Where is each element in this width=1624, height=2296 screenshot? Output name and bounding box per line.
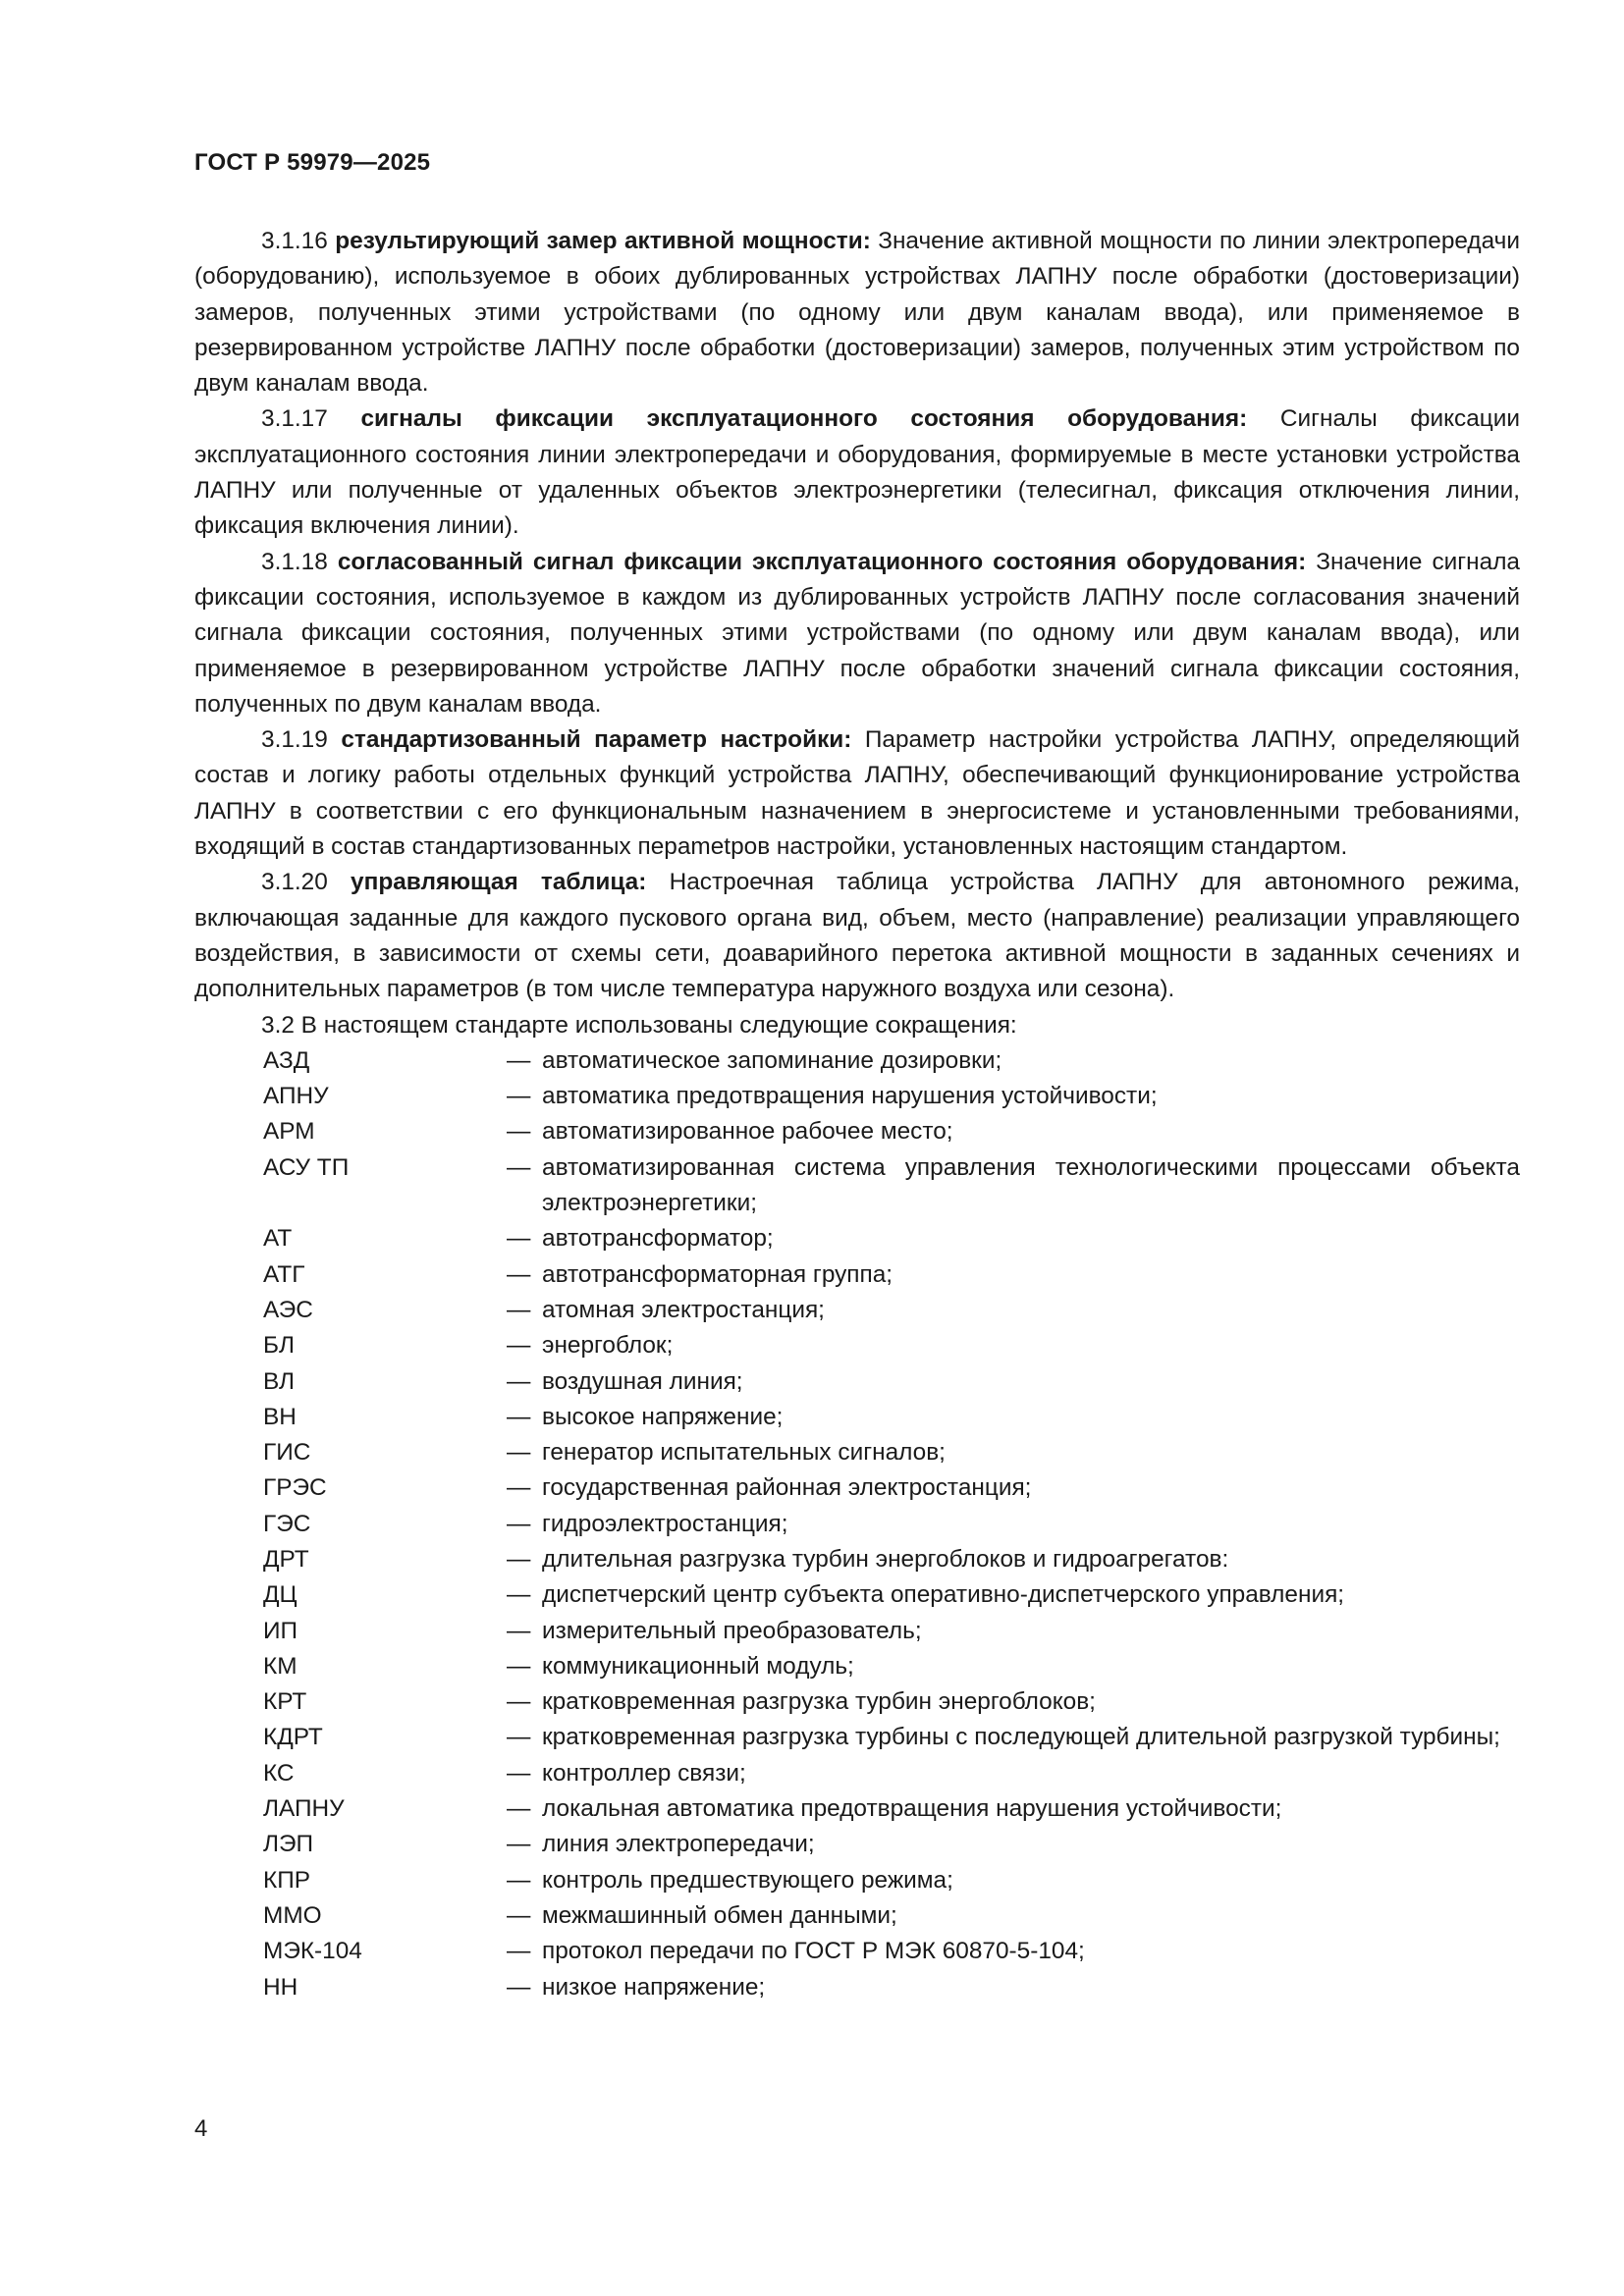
abbreviation-row (194, 1898, 1520, 1934)
abbreviation-dash: — (507, 1545, 531, 1573)
abbreviation-row (194, 1863, 1520, 1898)
definition-text: Значение сигнала фиксации состояния, используемое в каждом из дублированных устройств ЛАПНУ после согласования значений сигнала фиксации состояния, полученных этими устройствами (по одному или двум каналам ввода), или применяемое в резервированном устройстве ЛАПНУ после обработки значений сигнала фиксации состояния, полученных по двум каналам ввода. (194, 548, 1520, 718)
abbreviation-definition: автоматическое запоминание дозировки; (542, 1046, 1002, 1074)
definition-3-1-16 (194, 224, 1520, 401)
abbreviation-row (194, 1400, 1520, 1435)
abbreviation-term: ЛЭП (263, 1831, 314, 1858)
abbreviation-definition: контроллер связи; (542, 1759, 746, 1787)
abbreviation-definition: контроль предшествующего режима; (542, 1866, 953, 1894)
abbreviation-dash: — (507, 1973, 531, 2001)
definition-number: 3.1.16 (261, 228, 328, 254)
abbreviation-dash: — (507, 1759, 531, 1787)
abbreviation-definition: автоматика предотвращения нарушения устойчивости; (542, 1083, 1158, 1110)
abbreviation-row (194, 1970, 1520, 2005)
abbreviation-term: АТГ (263, 1260, 305, 1288)
abbreviation-dash: — (507, 1510, 531, 1537)
abbreviation-dash: — (507, 1652, 531, 1680)
abbreviation-dash: — (507, 1439, 531, 1467)
abbreviation-row (194, 1150, 1520, 1222)
abbreviation-dash: — (507, 1083, 531, 1110)
abbreviation-dash: — (507, 1901, 531, 1929)
abbreviation-term: НН (263, 1973, 298, 2001)
abbreviation-row (194, 1614, 1520, 1649)
abbreviation-dash: — (507, 1046, 531, 1074)
abbreviation-row (194, 1791, 1520, 1827)
abbreviation-term: АСУ ТП (263, 1153, 350, 1181)
abbreviation-row (194, 1328, 1520, 1363)
abbreviation-term: КРТ (263, 1688, 307, 1716)
abbreviation-dash: — (507, 1118, 531, 1146)
abbreviation-term: ВН (263, 1403, 297, 1430)
definition-number: 3.1.19 (261, 726, 328, 754)
abbreviation-dash: — (507, 1617, 531, 1644)
abbreviation-definition: линия электропередачи; (542, 1831, 815, 1858)
abbreviation-row (194, 1257, 1520, 1293)
abbreviations-list (194, 1043, 1520, 2005)
abbreviation-dash: — (507, 1688, 531, 1716)
abbreviation-definition: гидроэлектростанция; (542, 1510, 788, 1537)
abbreviation-term: КМ (263, 1652, 298, 1680)
abbreviation-dash: — (507, 1831, 531, 1858)
abbreviation-definition: кратковременная разгрузка турбины с последующей длительной разгрузкой турбины; (542, 1724, 1500, 1751)
abbreviation-definition: автоматизированное рабочее место; (542, 1118, 953, 1146)
abbreviation-row (194, 1221, 1520, 1256)
abbreviation-definition: длительная разгрузка турбин энергоблоков и гидроагрегатов: (542, 1545, 1229, 1573)
abbreviation-definition: диспетчерский центр субъекта оперативно-диспетчерского управления; (542, 1581, 1345, 1609)
definition-number: 3.1.18 (261, 548, 328, 575)
definition-text: Параметр настройки устройства ЛАПНУ, определяющий состав и логику работы отдельных функций устройства ЛАПНУ, обеспечивающий функционирование устройства ЛАПНУ в соответствии с его функциональным назначением в энергосистеме и установленными требованиями, входящий в состав стандартизованных перametров настройки, установленных настоящим стандартом. (194, 726, 1520, 861)
abbreviation-row (194, 1684, 1520, 1720)
abbreviation-term: ЛАПНУ (263, 1795, 345, 1823)
abbreviation-term: АЭС (263, 1296, 313, 1323)
abbreviation-term: АРМ (263, 1118, 315, 1146)
abbreviation-definition: автотрансформаторная группа; (542, 1260, 893, 1288)
definition-text: Значение активной мощности по линии электропередачи (оборудованию), используемое в обоих дублированных устройствах ЛАПНУ после обработки (достоверизации) замеров, полученных этими устройствами (по одному или двум каналам ввода), или применяемое в резервированном устройстве ЛАПНУ после обработки (достоверизации) замеров, полученных этим устройством по двум каналам ввода. (194, 228, 1521, 398)
abbreviation-dash: — (507, 1403, 531, 1430)
abbreviation-term: КС (263, 1759, 295, 1787)
abbreviation-row (194, 1293, 1520, 1328)
abbreviations-intro: 3.2 В настоящем стандарте использованы следующие сокращения: (261, 1011, 1017, 1039)
page-number: 4 (194, 2115, 208, 2142)
abbreviation-term: ДРТ (263, 1545, 309, 1573)
definition-number: 3.1.20 (261, 869, 328, 896)
abbreviation-definition: низкое напряжение; (542, 1973, 766, 2001)
definition-3-1-20 (194, 865, 1520, 1007)
abbreviation-definition: локальная автоматика предотвращения нарушения устойчивости; (542, 1795, 1282, 1823)
abbreviation-dash: — (507, 1795, 531, 1823)
document-header: ГОСТ Р 59979—2025 (194, 149, 431, 176)
abbreviation-definition: измерительный преобразователь; (542, 1617, 922, 1644)
abbreviation-definition: коммуникационный модуль; (542, 1652, 854, 1680)
abbreviation-definition: воздушная линия; (542, 1367, 743, 1395)
abbreviation-definition: государственная районная электростанция; (542, 1474, 1032, 1502)
definition-text: Настроечная таблица устройства ЛАПНУ для автономного режима, включающая заданные для каждого пускового органа вид, объем, место (направление) реализации управляющего воздействия, в зависимости от схемы сети, доаварийного перетока активной мощности в заданных сечениях и дополнительных параметров (в том числе температура наружного воздуха или сезона). (194, 869, 1521, 1003)
abbreviation-row (194, 1577, 1520, 1613)
definition-term: согласованный сигнал фиксации эксплуатационного состояния оборудования: (337, 548, 1307, 575)
abbreviation-dash: — (507, 1296, 531, 1323)
abbreviation-row (194, 1114, 1520, 1149)
definition-3-1-18 (194, 545, 1520, 722)
abbreviation-term: ММО (263, 1901, 322, 1929)
abbreviation-row (194, 1720, 1520, 1755)
definition-3-1-19 (194, 722, 1520, 865)
abbreviation-dash: — (507, 1724, 531, 1751)
abbreviation-term: ГИС (263, 1439, 311, 1467)
abbreviation-definition: протокол передачи по ГОСТ Р МЭК 60870-5-104; (542, 1938, 1085, 1965)
definition-term: сигналы фиксации эксплуатационного состояния оборудования: (360, 405, 1248, 433)
abbreviation-row (194, 1435, 1520, 1470)
abbreviation-term: АТ (263, 1225, 293, 1253)
abbreviation-dash: — (507, 1474, 531, 1502)
abbreviation-dash: — (507, 1153, 531, 1181)
abbreviation-term: ВЛ (263, 1367, 296, 1395)
abbreviation-definition: автоматизированная система управления технологическими процессами объекта электроэнергетики; (542, 1153, 1520, 1217)
abbreviation-term: ГЭС (263, 1510, 311, 1537)
abbreviation-definition: автотрансформатор; (542, 1225, 774, 1253)
definition-term: управляющая таблица: (351, 869, 647, 896)
abbreviation-row (194, 1507, 1520, 1542)
abbreviation-term: МЭК-104 (263, 1938, 362, 1965)
abbreviation-dash: — (507, 1938, 531, 1965)
abbreviation-definition: кратковременная разгрузка турбин энергоблоков; (542, 1688, 1096, 1716)
definition-text: Сигналы фиксации эксплуатационного состояния линии электропередачи и оборудования, формируемые в месте установки устройства ЛАПНУ или полученные от удаленных объектов электроэнергетики (телесигнал, фиксация отключения линии, фиксация включения линии). (194, 405, 1521, 540)
abbreviation-term: КДРТ (263, 1724, 323, 1751)
abbreviation-row (194, 1827, 1520, 1862)
abbreviation-dash: — (507, 1866, 531, 1894)
abbreviation-term: АЗД (263, 1046, 310, 1074)
abbreviation-term: ГРЭС (263, 1474, 327, 1502)
abbreviation-definition: генератор испытательных сигналов; (542, 1439, 946, 1467)
abbreviation-term: ИП (263, 1617, 298, 1644)
abbreviation-row (194, 1542, 1520, 1577)
abbreviation-dash: — (507, 1225, 531, 1253)
abbreviation-row (194, 1756, 1520, 1791)
abbreviation-row (194, 1470, 1520, 1506)
abbreviation-term: ДЦ (263, 1581, 298, 1609)
definition-term: стандартизованный параметр настройки: (341, 726, 852, 754)
abbreviation-term: АПНУ (263, 1083, 329, 1110)
definition-3-1-17 (194, 401, 1520, 544)
abbreviation-term: КПР (263, 1866, 311, 1894)
abbreviation-row (194, 1079, 1520, 1114)
abbreviation-definition: высокое напряжение; (542, 1403, 784, 1430)
abbreviation-definition: атомная электростанция; (542, 1296, 825, 1323)
abbreviation-definition: энергоблок; (542, 1332, 674, 1360)
abbreviation-row (194, 1364, 1520, 1400)
abbreviation-row (194, 1649, 1520, 1684)
definition-term: результирующий замер активной мощности: (335, 228, 871, 254)
abbreviation-row (194, 1043, 1520, 1079)
abbreviation-row (194, 1934, 1520, 1969)
abbreviation-dash: — (507, 1260, 531, 1288)
abbreviation-dash: — (507, 1367, 531, 1395)
abbreviation-term: БЛ (263, 1332, 296, 1360)
abbreviation-dash: — (507, 1332, 531, 1360)
abbreviation-definition: межмашинный обмен данными; (542, 1901, 897, 1929)
abbreviation-dash: — (507, 1581, 531, 1609)
document-body (194, 224, 1520, 2005)
definition-number: 3.1.17 (261, 405, 328, 433)
